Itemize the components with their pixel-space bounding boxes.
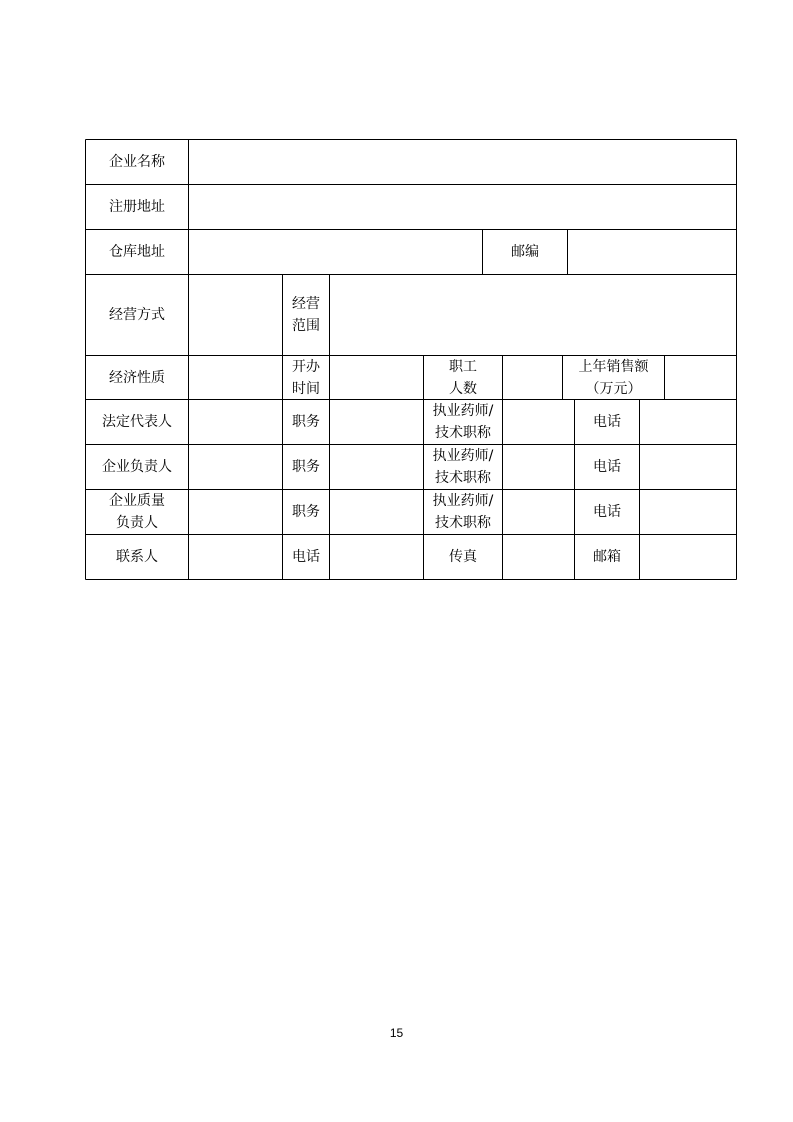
label-text-line: 企业名称 <box>109 154 165 170</box>
page-number: 15 <box>389 1026 404 1040</box>
label-text-line: 经营 <box>292 296 320 312</box>
label-text-line: 技术职称 <box>435 470 491 486</box>
field-phone[interactable] <box>330 535 423 579</box>
label-registered-address <box>86 185 188 229</box>
label-business-mode <box>86 275 188 355</box>
label-text-line: 经济性质 <box>109 369 165 386</box>
field-staff-count[interactable] <box>503 356 562 399</box>
label-text-line: 电话 <box>292 549 320 565</box>
label-phone <box>283 535 329 579</box>
field-enterprise-name[interactable] <box>189 140 736 184</box>
label-contact-person <box>86 535 188 579</box>
label-text-line: 联系人 <box>116 549 158 565</box>
field-position[interactable] <box>330 400 423 444</box>
field-business-scope[interactable] <box>330 275 736 355</box>
label-fax <box>424 535 502 579</box>
label-start-date <box>283 356 329 399</box>
label-text-line: 电话 <box>593 414 621 430</box>
label-position <box>283 445 329 489</box>
label-phone <box>575 490 639 534</box>
label-text-line: （万元） <box>585 380 642 397</box>
label-text-line: 人数 <box>449 380 477 397</box>
label-enterprise-head <box>86 445 188 489</box>
label-text-line: 职务 <box>292 459 320 475</box>
label-text-line: 注册地址 <box>109 199 165 215</box>
label-text-line: 企业质量 <box>109 493 165 509</box>
label-position <box>283 400 329 444</box>
label-warehouse-address <box>86 230 188 274</box>
label-text-line: 职务 <box>292 414 320 430</box>
field-warehouse-address[interactable] <box>189 230 482 274</box>
label-text-line: 上年销售额 <box>578 358 649 375</box>
label-text-line: 执业药师/ <box>432 448 494 464</box>
field-start-date[interactable] <box>330 356 423 399</box>
field-legal-representative[interactable] <box>189 400 282 444</box>
field-pharmacist-title[interactable] <box>503 400 574 444</box>
field-pharmacist-title[interactable] <box>503 445 574 489</box>
label-position <box>283 490 329 534</box>
label-text-line: 执业药师/ <box>432 403 494 419</box>
label-postal-code <box>483 230 567 274</box>
label-text-line: 范围 <box>292 318 320 334</box>
label-text-line: 企业负责人 <box>102 459 172 475</box>
field-business-mode[interactable] <box>189 275 282 355</box>
label-economic-nature <box>86 356 188 399</box>
label-phone <box>575 400 639 444</box>
label-text-line: 负责人 <box>116 515 158 531</box>
field-enterprise-head[interactable] <box>189 445 282 489</box>
label-text-line: 经营方式 <box>109 307 165 323</box>
field-postal-code[interactable] <box>568 230 736 274</box>
field-position[interactable] <box>330 490 423 534</box>
label-text-line: 电话 <box>593 459 621 475</box>
label-email <box>575 535 639 579</box>
label-text-line: 职工 <box>449 358 477 375</box>
label-text-line: 时间 <box>292 380 320 397</box>
field-phone[interactable] <box>640 445 736 489</box>
field-position[interactable] <box>330 445 423 489</box>
label-text-line: 法定代表人 <box>102 414 172 430</box>
label-pharmacist-title <box>424 445 502 489</box>
label-text-line: 开办 <box>292 358 320 375</box>
label-staff-count <box>424 356 502 399</box>
label-text-line: 仓库地址 <box>109 244 165 260</box>
label-text-line: 传真 <box>449 549 477 565</box>
label-phone <box>575 445 639 489</box>
label-text-line: 职务 <box>292 504 320 520</box>
label-pharmacist-title <box>424 490 502 534</box>
field-phone[interactable] <box>640 490 736 534</box>
label-text-line: 邮箱 <box>593 549 621 565</box>
field-fax[interactable] <box>503 535 574 579</box>
label-text-line: 电话 <box>593 504 621 520</box>
field-economic-nature[interactable] <box>189 356 282 399</box>
field-email[interactable] <box>640 535 736 579</box>
label-text-line: 执业药师/ <box>432 493 494 509</box>
label-business-scope <box>283 275 329 355</box>
field-contact-person[interactable] <box>189 535 282 579</box>
label-text-line: 技术职称 <box>435 425 491 441</box>
label-quality-head <box>86 490 188 534</box>
label-legal-representative <box>86 400 188 444</box>
label-pharmacist-title <box>424 400 502 444</box>
field-phone[interactable] <box>640 400 736 444</box>
label-text-line: 邮编 <box>511 244 539 260</box>
enterprise-info-form <box>85 139 736 579</box>
field-last-year-sales[interactable] <box>665 356 736 399</box>
label-text-line: 技术职称 <box>435 515 491 531</box>
field-registered-address[interactable] <box>189 185 736 229</box>
field-pharmacist-title[interactable] <box>503 490 574 534</box>
field-quality-head[interactable] <box>189 490 282 534</box>
label-last-year-sales <box>563 356 664 399</box>
label-enterprise-name <box>86 140 188 184</box>
